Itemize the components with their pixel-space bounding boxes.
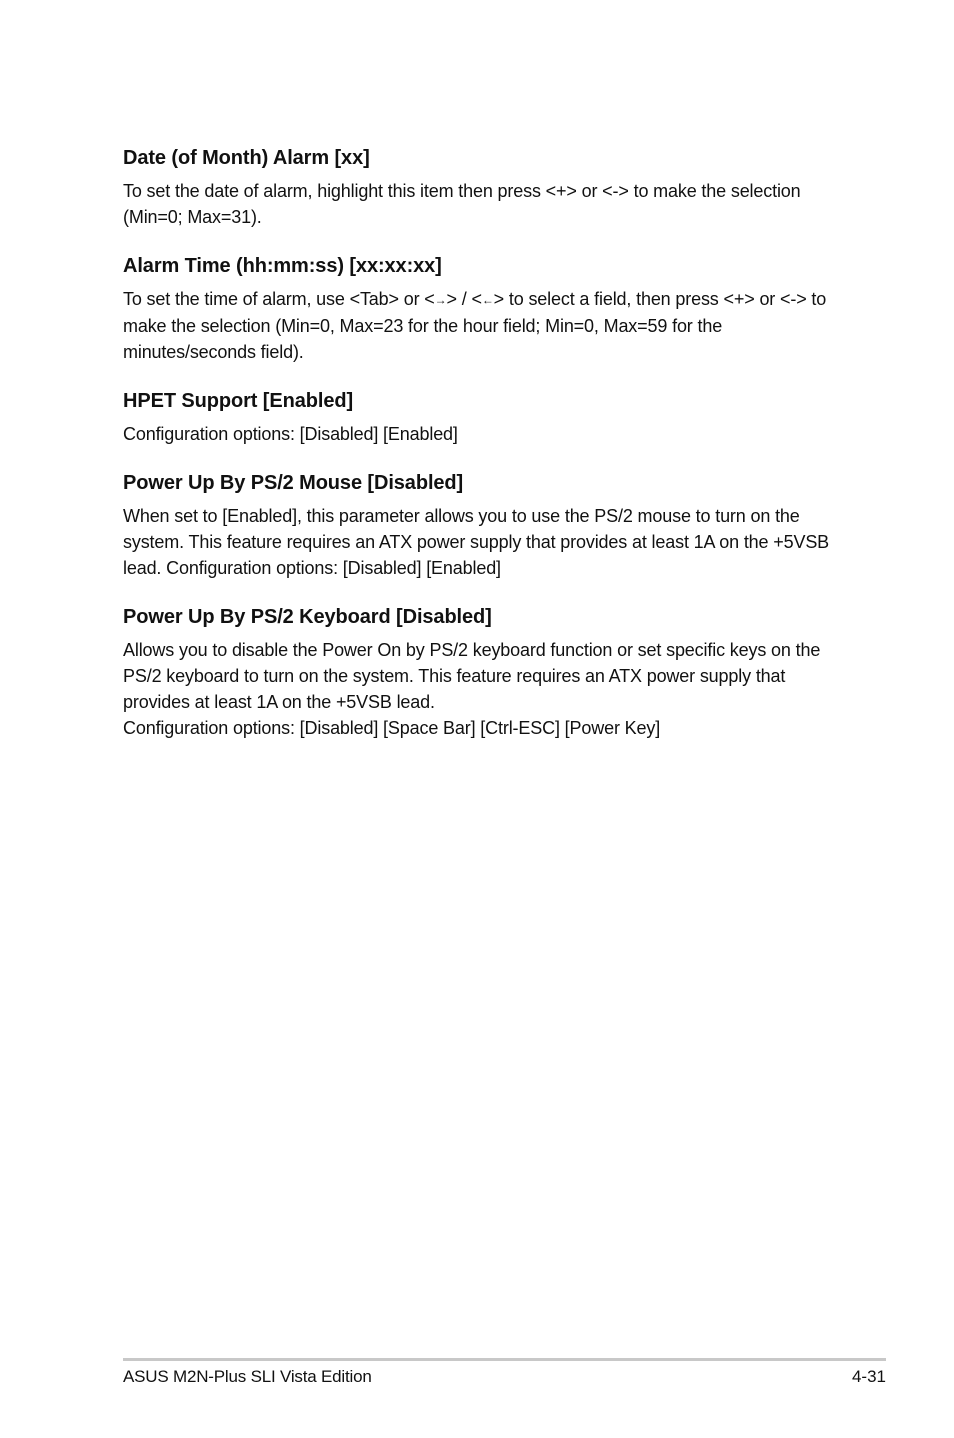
right-arrow-icon: →	[434, 293, 447, 307]
section-heading: Date (of Month) Alarm [xx]	[123, 147, 370, 169]
section-paragraph: Configuration options: [Disabled] [Enabled]	[123, 424, 458, 444]
section-heading: Alarm Time (hh:mm:ss) [xx:xx:xx]	[123, 255, 442, 277]
section-paragraph-options: Configuration options: [Disabled] [Space Bar] [Ctrl-ESC] [Power Key]	[123, 718, 661, 738]
section-ps2-keyboard	[123, 603, 843, 741]
paragraph-text: To set the time of alarm, use <Tab> or <	[123, 289, 435, 309]
section-paragraph	[123, 286, 843, 365]
footer-page-number: 4-31	[851, 1367, 886, 1386]
left-arrow-icon: ←	[481, 293, 494, 307]
section-hpet-support	[123, 387, 843, 447]
document-body	[123, 144, 843, 763]
section-date-alarm	[123, 144, 843, 230]
footer-divider	[123, 1358, 886, 1361]
section-heading: HPET Support [Enabled]	[123, 390, 354, 412]
section-ps2-mouse	[123, 469, 843, 581]
section-heading: Power Up By PS/2 Mouse [Disabled]	[123, 472, 464, 494]
section-paragraph: To set the date of alarm, highlight this item then press <+> or <-> to make the selection (Min=0; Max=31).	[123, 181, 801, 227]
section-heading: Power Up By PS/2 Keyboard [Disabled]	[123, 606, 492, 628]
section-alarm-time	[123, 252, 843, 365]
section-paragraph: Allows you to disable the Power On by PS/2 keyboard function or set specific keys on the PS/2 keyboard to turn on the system. This feature requires an ATX power supply that provides at least 1A on the +5VSB lead.	[123, 640, 821, 712]
paragraph-text: > to select a field, then press <+> or <-> to make the selection (Min=0, Max=23 for the hour field; Min=0, Max=59 for the minutes/seconds field).	[123, 289, 827, 362]
footer-product-name: ASUS M2N-Plus SLI Vista Edition	[123, 1367, 372, 1386]
section-paragraph: When set to [Enabled], this parameter allows you to use the PS/2 mouse to turn on the system. This feature requires an ATX power supply that provides at least 1A on the +5VSB lead. Configuration options: [Disabled] [Enabled]	[123, 506, 830, 578]
paragraph-text: > / <	[446, 289, 482, 309]
